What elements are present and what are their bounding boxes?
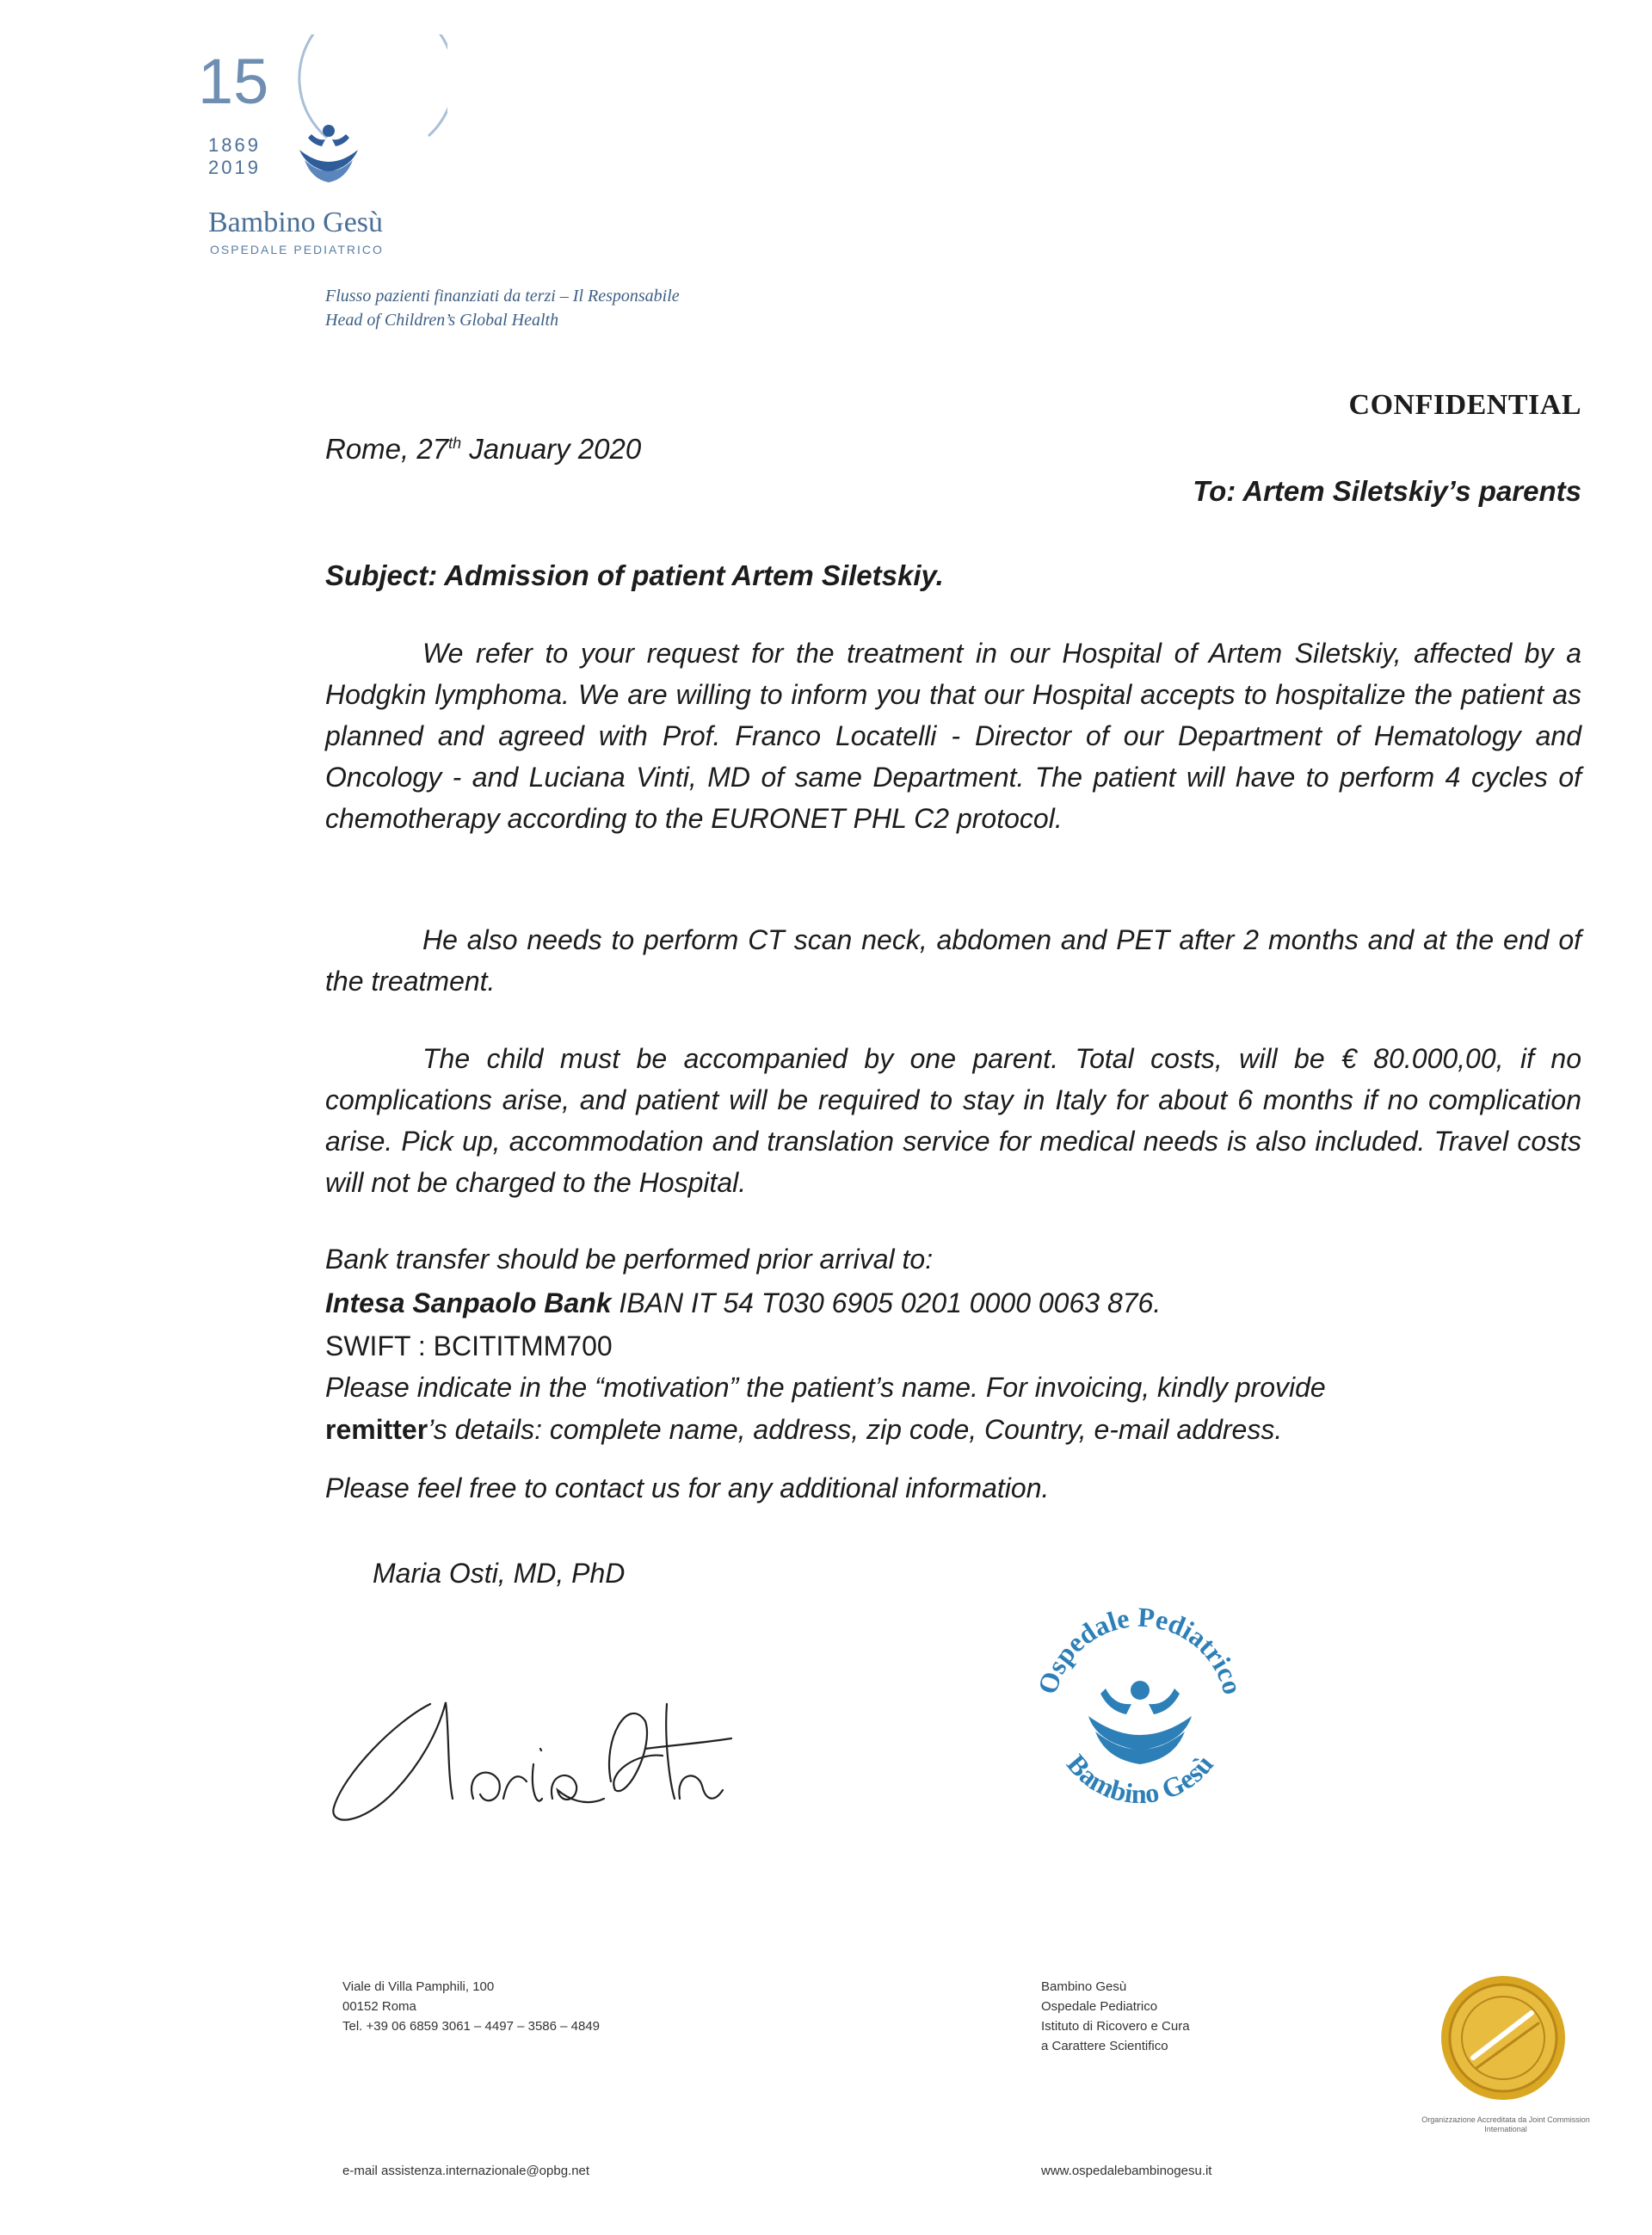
seal-caption: Organizzazione Accreditata da Joint Commission International bbox=[1421, 2115, 1590, 2133]
footer-website: www.ospedalebambinogesu.it bbox=[1041, 2164, 1212, 2178]
signatory-name: Maria Osti, MD, PhD bbox=[373, 1558, 626, 1589]
hospital-subtitle: OSPEDALE PEDIATRICO bbox=[210, 243, 384, 256]
handwritten-signature bbox=[327, 1670, 740, 1842]
recipient-line: To: Artem Siletskiy’s parents bbox=[1193, 475, 1581, 507]
bank-intro: Bank transfer should be performed prior arrival to: bbox=[325, 1244, 934, 1275]
org-line-1: Bambino Gesù bbox=[1041, 1979, 1127, 1994]
year-start: 1869 bbox=[208, 134, 261, 156]
body-paragraph-1: We refer to your request for the treatment in our Hospital of Artem Siletskiy, affected by a Hodgkin lymphoma. We are willing to inform you that our Hospital accepts to hospitalize the patient as planned and agreed with Prof. Franco Locatelli - Director of our Department of Hematology and Oncology - and Luciana Vinti, MD of same Department. The patient will have to perform 4 cycles of chemotherapy according to the EURONET PHL C2 protocol. bbox=[325, 638, 1581, 834]
accreditation-seal-icon bbox=[1439, 1973, 1568, 2102]
remitter-instruction bbox=[325, 1414, 1282, 1446]
footer-email: e-mail assistenza.internazionale@opbg.net bbox=[342, 2164, 590, 2178]
stamp-top-text: Ospedale Pediatrico bbox=[1031, 1601, 1249, 1698]
swift-code: SWIFT : BCITITMM700 bbox=[325, 1331, 613, 1361]
year-end: 2019 bbox=[208, 157, 261, 178]
confidential-label: CONFIDENTIAL bbox=[1348, 389, 1581, 421]
stamp-bottom-text: Bambino Gesù bbox=[1061, 1748, 1219, 1810]
children-hands-icon bbox=[299, 125, 358, 182]
footer-address bbox=[342, 1977, 600, 2036]
hospital-stamp bbox=[1015, 1584, 1265, 1842]
iban: IBAN IT 54 T030 6905 0201 0000 0063 876. bbox=[611, 1287, 1162, 1318]
closing-line: Please feel free to contact us for any additional information. bbox=[325, 1473, 1050, 1503]
stamp-emblem-icon bbox=[1088, 1681, 1192, 1764]
department-line-2: Head of Children’s Global Health bbox=[325, 311, 559, 330]
date-prefix: Rome, 27 bbox=[325, 433, 449, 465]
footer-organization bbox=[1041, 1977, 1190, 2056]
date-rest: January 2020 bbox=[461, 433, 642, 465]
bank-details bbox=[325, 1287, 1161, 1319]
date-suffix: th bbox=[448, 435, 462, 452]
org-line-3: Istituto di Ricovero e Cura bbox=[1041, 2019, 1190, 2034]
remitter-bold: remitter bbox=[325, 1414, 428, 1445]
bank-name: Intesa Sanpaolo Bank bbox=[325, 1287, 612, 1318]
org-line-2: Ospedale Pediatrico bbox=[1041, 1999, 1158, 2014]
motivation-instruction: Please indicate in the “motivation” the patient’s name. For invoicing, kindly provide bbox=[325, 1372, 1326, 1403]
department-line-1: Flusso pazienti finanziati da terzi – Il Responsabile bbox=[325, 287, 680, 306]
address-line-1: Viale di Villa Pamphili, 100 bbox=[342, 1979, 495, 1994]
body-paragraph-3: The child must be accompanied by one parent. Total costs, will be € 80.000,00, if no complications arise, and patient will be required to stay in Italy for about 6 months if no complication arise. Pick up, accommodation and translation service for medical needs is also included. Travel costs will not be charged to the Hospital. bbox=[325, 1043, 1581, 1198]
remitter-rest: ’s details: complete name, address, zip code, Country, e-mail address. bbox=[428, 1414, 1283, 1445]
address-line-2: 00152 Roma bbox=[342, 1999, 416, 2014]
address-line-3: Tel. +39 06 6859 3061 – 4497 – 3586 – 4849 bbox=[342, 2019, 601, 2034]
hospital-name: Bambino Gesù bbox=[208, 207, 384, 238]
org-line-4: a Carattere Scientifico bbox=[1041, 2039, 1168, 2053]
anniversary-number: 15 bbox=[198, 46, 269, 117]
anniversary-logo bbox=[198, 34, 447, 185]
subject-line: Subject: Admission of patient Artem Siletskiy. bbox=[325, 559, 944, 591]
body-paragraph-2: He also needs to perform CT scan neck, abdomen and PET after 2 months and at the end of the treatment. bbox=[325, 924, 1581, 997]
date-line bbox=[325, 433, 641, 466]
logo-arc bbox=[299, 34, 447, 138]
